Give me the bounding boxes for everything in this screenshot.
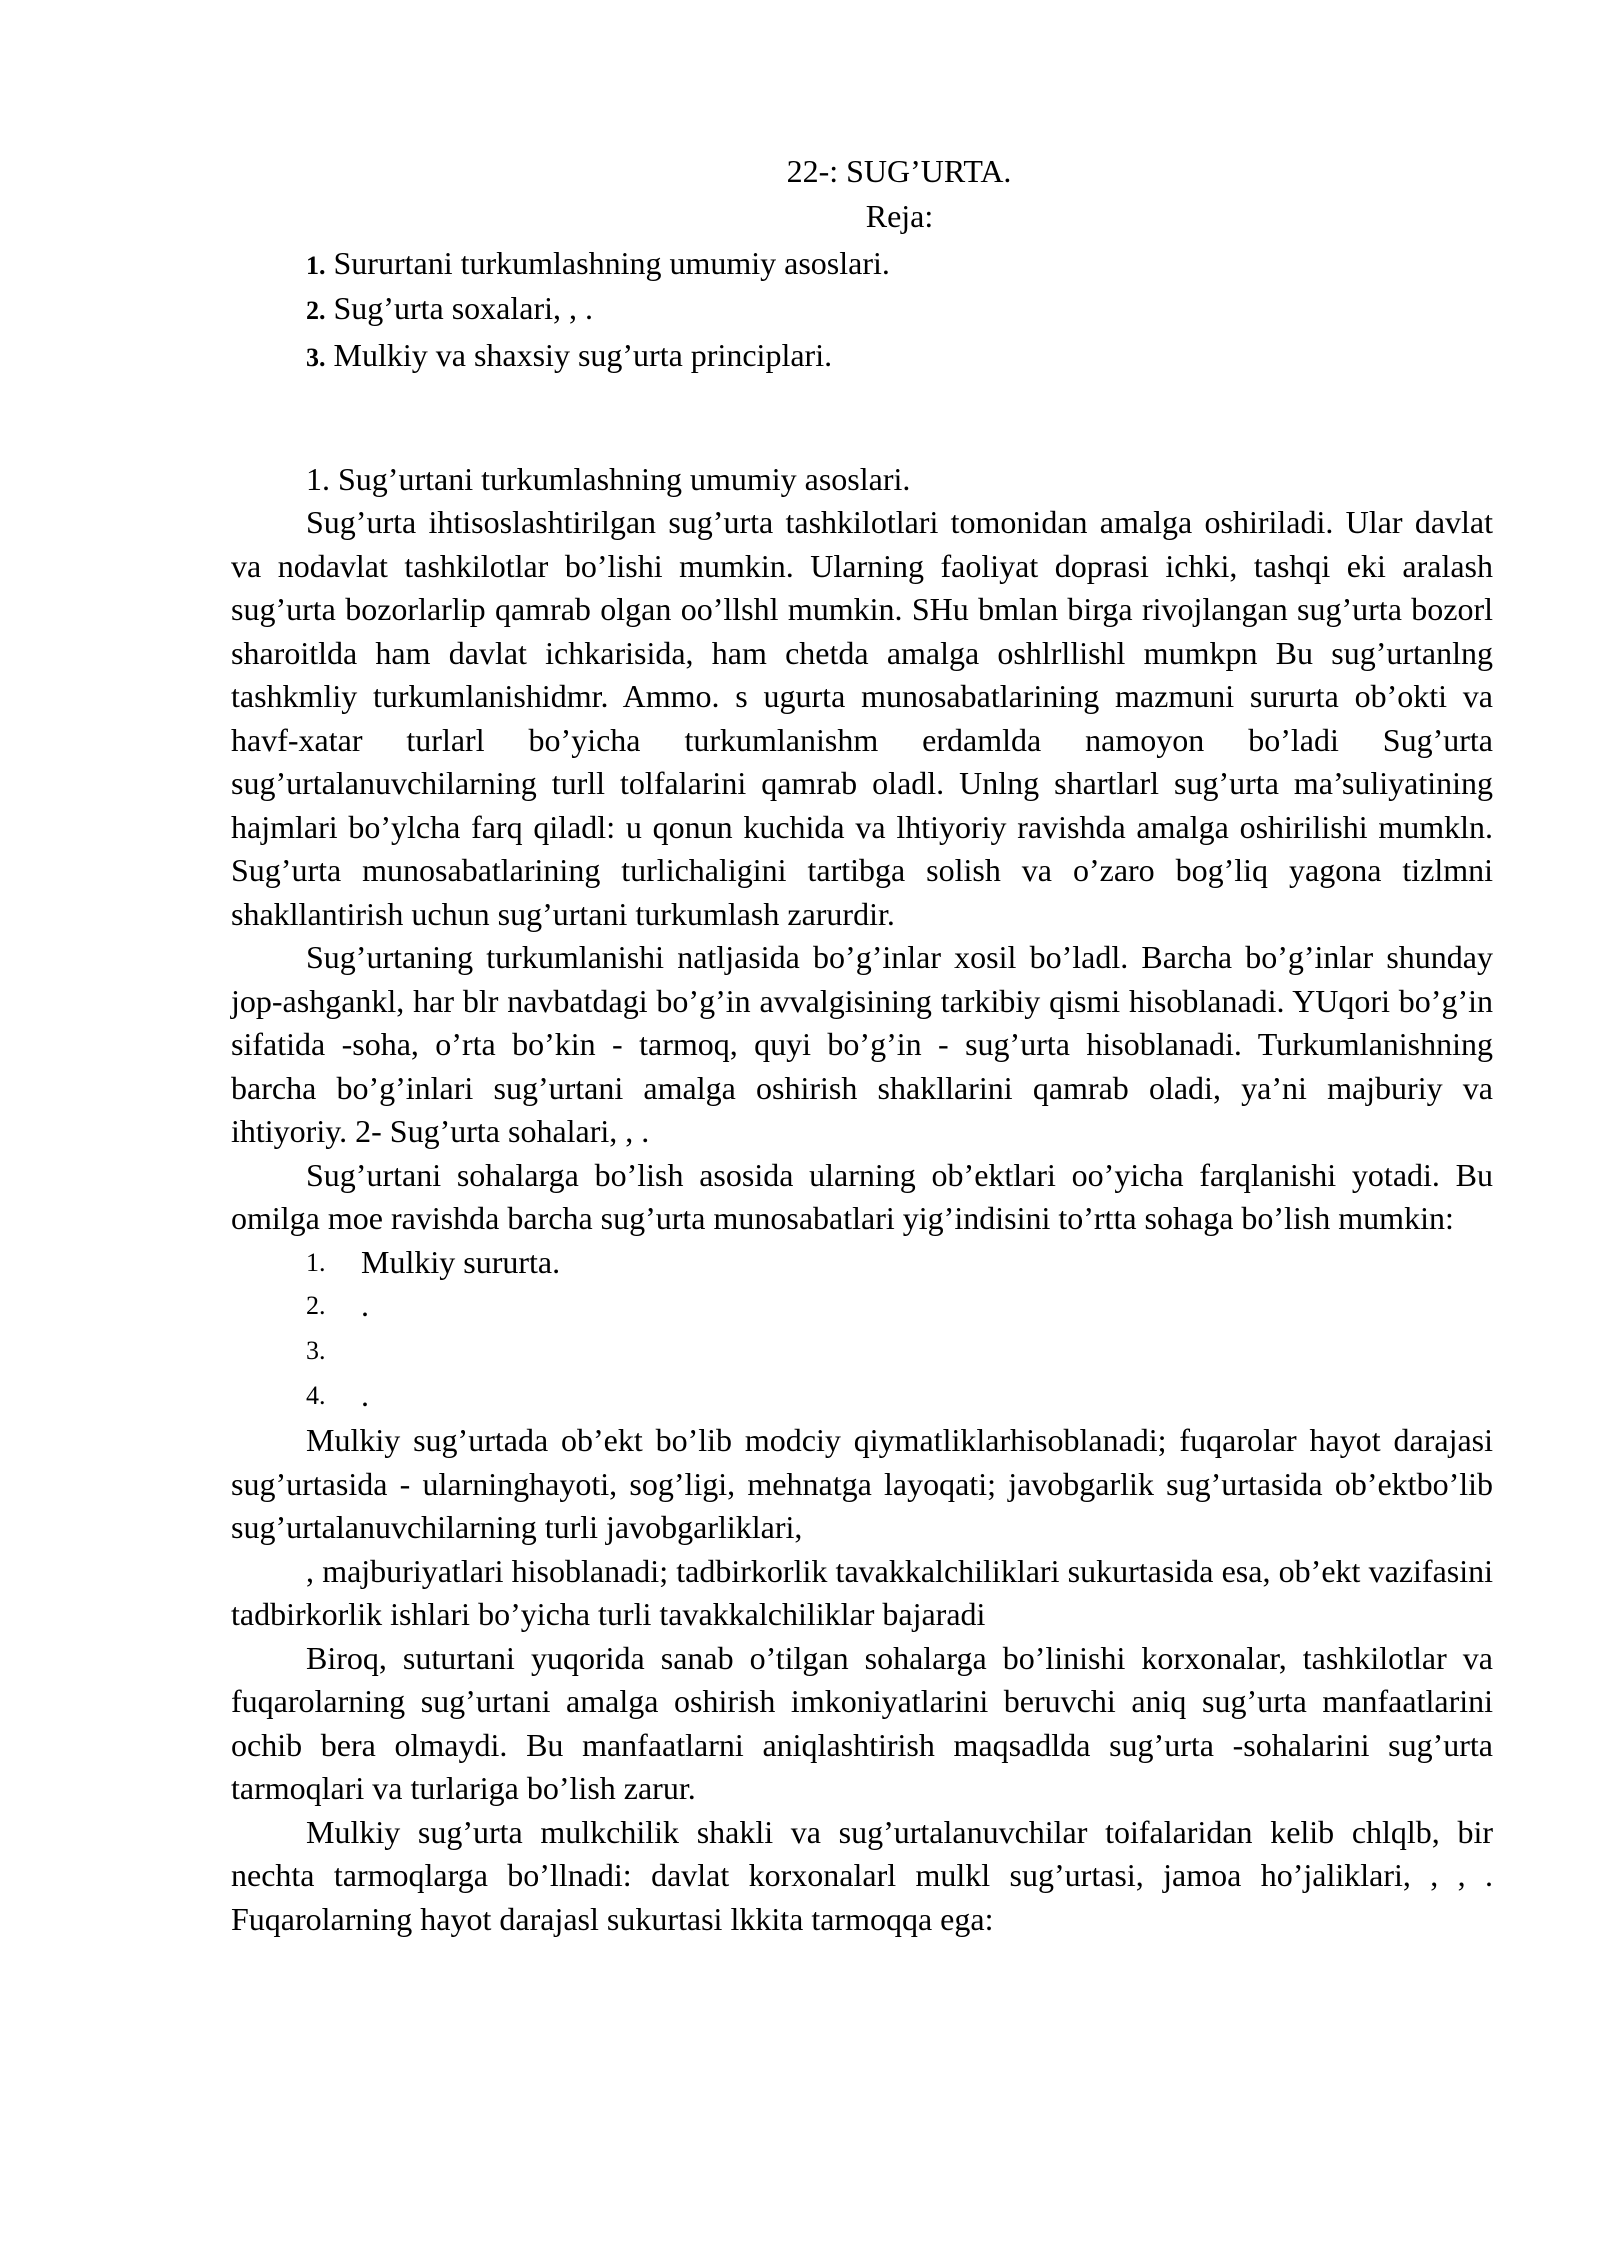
plan-item	[306, 242, 890, 288]
list-item-number: 3.	[306, 1336, 326, 1365]
list-item	[231, 1374, 1493, 1419]
paragraph: Sug’urta ihtisoslashtirilgan sug’urta tashkilotlari tomonidan amalga oshiriladi. Ular davlat va nodavlat tashkilotlar bo’lishi mumkin. Ularning faoliyat doprasi ichki, tashqi eki aralash sug’urta bozorlarlip qamrab olgan oo’llshl mumkin. SHu bmlan birga rivojlangan sug’urta bozorl sharoitlda ham davlat ichkarisida, ham chetda amalga oshlrllishl mumkpn Bu sug’urtanlng tashkmliy turkumlanishidmr. Ammo. s ugurta munosabatlarining mazmuni sururta ob’okti va havf-xatar turlarl bo’yicha turkumlanishm erdamlda namoyon bo’ladi Sug’urta sug’urtalanuvchilarning turll tolfalarini qamrab oladl. Unlng shartlarl sug’urta ma’suliyatining hajmlari bo’ylcha farq qiladl: u qonun kuchida va lhtiyoriy ravishda amalga oshirilishi mumkln. Sug’urta munosabatlarining turlichaligini tartibga solish va o’zaro bog’liq yagona tizlmni shakllantirish uchun sug’urtani turkumlash zarurdir.	[231, 504, 1493, 932]
paragraph: , majburiyatlari hisoblanadi; tadbirkorlik tavakkalchiliklari sukurtasida esa, ob’ekt vazifasini tadbirkorlik ishlari bo’yicha turli tavakkalchiliklar bajaradi	[231, 1552, 1493, 1632]
plan-item	[306, 334, 832, 380]
list-item-text: .	[361, 1287, 369, 1323]
plan-item-number: 3.	[306, 343, 326, 372]
numbered-list	[231, 1241, 1493, 1420]
paragraph: Mulkiy sug’urta mulkchilik shakli va sug’urtalanuvchilar toifalaridan kelib chlqlb, bir nechta tarmoqlarga bo’llnadi: davlat korxonalarl mulkl sug’urtasi, jamoa ho’jaliklari, , , . Fuqarolarning hayot darajasl sukurtasi lkkita tarmoqqa ega:	[231, 1813, 1493, 1937]
list-item-number: 2.	[306, 1291, 326, 1320]
list-item-text: Mulkiy sururta.	[361, 1243, 561, 1280]
body-text	[231, 501, 1493, 1941]
list-item	[231, 1241, 1493, 1285]
paragraph: Sug’urtaning turkumlanishi natljasida bo’g’inlar xosil bo’ladl. Barcha bo’g’inlar shunday jop-ashgankl, har blr navbatdagi bo’g’in avvalgisining tarkibiy qismi hisoblanadi. YUqori bo’g’in sifatida -soha, o’rta bo’kin - tarmoq, quyi bo’g’in - sug’urta hisoblanadi. Turkumlanishning barcha bo’g’inlari sug’urtani amalga oshirish shakllarini qamrab oladi, ya’ni majburiy va ihtiyoriy. 2- Sug’urta sohalari, , .	[231, 939, 1493, 1149]
list-item	[231, 1284, 1493, 1329]
paragraph: Sug’urtani sohalarga bo’lish asosida ularning ob’ektlari oo’yicha farqlanishi yotadi. Bu omilga moe ravishda barcha sug’urta munosabatlari yig’indisini to’rtta sohaga bo’lish mumkin:	[231, 1156, 1493, 1236]
plan-item	[306, 287, 593, 333]
plan-heading: Reja:	[865, 198, 934, 234]
plan-item-text: Sururtani turkumlashning umumiy asoslari.	[333, 245, 890, 281]
list-item-number: 1.	[306, 1247, 326, 1277]
plan-item-text: Sug’urta soxalari, , .	[333, 290, 593, 326]
paragraph: Mulkiy sug’urtada ob’ekt bo’lib modciy qiymatliklarhisoblanadi; fuqarolar hayot darajasi sug’urtasida - ularninghayoti, sog’ligi, mehnatga layoqati; javobgarlik sug’urtasida ob’ektbo’lib sug’urtalanuvchilarning turli javobgarliklari,	[231, 1422, 1493, 1545]
document-title: 22-: SUG’URTA.	[786, 153, 1012, 189]
plan-item-number: 2.	[306, 296, 326, 325]
list-item-number: 4.	[306, 1381, 326, 1410]
list-item	[231, 1329, 1493, 1374]
section-heading: 1. Sug’urtani turkumlashning umumiy asoslari.	[306, 461, 911, 497]
plan-item-text: Mulkiy va shaxsiy sug’urta principlari.	[333, 337, 833, 373]
plan-item-number: 1.	[306, 251, 326, 280]
paragraph: Biroq, suturtani yuqorida sanab o’tilgan sohalarga bo’linishi korxonalar, tashkilotlar va fuqarolarning sug’urtani amalga oshirish imkoniyatlarini beruvchi aniq sug’urta manfaatlarini ochib bera olmaydi. Bu manfaatlarni aniqlashtirish maqsadlda sug’urta -sohalarini sug’urta tarmoqlari va turlariga bo’lish zarur.	[231, 1639, 1493, 1806]
list-item-text: .	[361, 1377, 369, 1413]
